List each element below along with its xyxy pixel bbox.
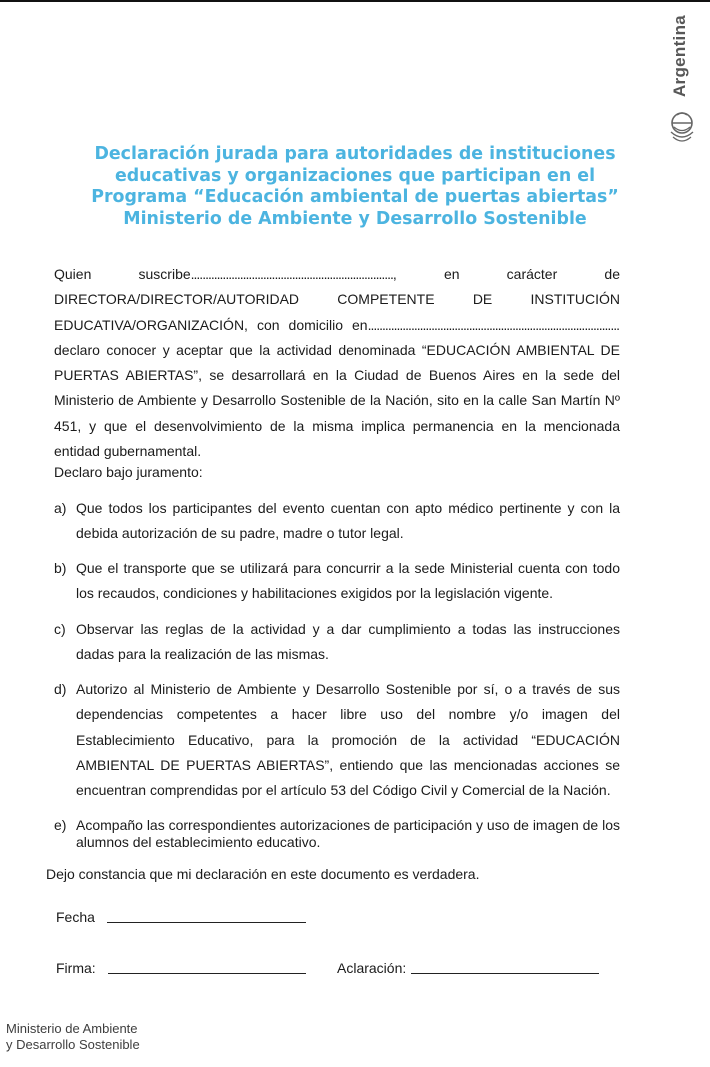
title-line: Ministerio de Ambiente y Desarrollo Sostenible <box>123 208 587 229</box>
firma-label: Firma: <box>56 960 96 976</box>
declaration-body <box>54 262 620 464</box>
list-item-text: Que el transporte que se utilizará para concurrir a la sede Ministerial cuenta con todo los recaudos, condiciones y habilitaciones exigidos por la legislación vigente. <box>76 560 620 602</box>
list-letter: d) <box>54 681 67 697</box>
list-item-text: Que todos los participantes del evento cuentan con apto médico pertinente y con la debida autorización de su padre, madre o tutor legal. <box>76 500 620 542</box>
aclaracion-field[interactable] <box>411 973 599 974</box>
document-title <box>40 144 670 230</box>
list-item-text: Observar las reglas de la actividad y a dar cumplimiento a todas las instrucciones dadas para la realización de las mismas. <box>76 621 620 663</box>
list-item <box>54 817 620 851</box>
title-line: Declaración jurada para autoridades de instituciones <box>94 144 616 164</box>
title-line: Programa “Educación ambiental de puertas abiertas” <box>91 187 619 207</box>
closing-statement: Dejo constancia que mi declaración en este documento es verdadera. <box>46 866 480 882</box>
oath-heading: Declaro bajo juramento: <box>54 464 203 480</box>
list-item <box>54 617 620 668</box>
list-item <box>54 677 620 803</box>
title-line: educativas y organizaciones que participan en el <box>114 165 596 186</box>
list-item <box>54 496 620 547</box>
declaration-paragraph <box>54 262 620 464</box>
list-letter: e) <box>54 817 67 833</box>
brand-logo <box>666 14 694 98</box>
brand-wordmark: Argentina <box>670 14 689 98</box>
aclaracion-label: Aclaración: <box>337 960 407 976</box>
ministry-logo-line: Ministerio de Ambiente <box>6 1021 138 1036</box>
fecha-field[interactable] <box>107 922 306 923</box>
ministry-logo-line: y Desarrollo Sostenible <box>6 1037 140 1052</box>
list-letter: c) <box>54 621 66 637</box>
intro-rest: . declaro conocer y aceptar que la actividad denominada “EDUCACIÓN AMBIENTAL DE PUERTAS ABIERTAS”, se desarrollará en la Ciudad de Buenos Aires en la sede del Ministerio de Ambiente y Desarrollo Sostenible de la Nación, sito en la calle San Martín Nº 451, y que el desenvolvimiento de la misma implica permanencia en la mencionada entidad gubernamental. <box>54 316 620 460</box>
national-seal-icon <box>668 110 696 146</box>
list-letter: b) <box>54 560 67 576</box>
list-letter: a) <box>54 500 67 516</box>
address-blank: ...................................................................................... <box>367 316 617 333</box>
list-item-text: Autorizo al Ministerio de Ambiente y Desarrollo Sostenible por sí, o a través de sus dependencias competentes a hacer libre uso del nombre y/o imagen del Establecimiento Educativo, para la promoción de la actividad “EDUCACIÓN AMBIENTAL DE PUERTAS ABIERTAS”, entiendo que las mencionadas acciones se encuentran comprendidas por el artículo 53 del Código Civil y Comercial de la Nación. <box>76 681 620 799</box>
intro-role: , en carácter de DIRECTORA/DIRECTOR/AUTORIDAD COMPETENTE DE INSTITUCIÓN EDUCATIVA/ORGANIZACIÓN, con domicilio en <box>54 266 620 333</box>
name-blank: ...................................................................... <box>190 266 393 282</box>
list-item <box>54 556 620 607</box>
list-item-text: Acompaño las correspondientes autorizaciones de participación y uso de imagen de los alumnos del establecimiento educativo. <box>76 817 620 850</box>
fecha-label: Fecha <box>56 909 95 925</box>
firma-field[interactable] <box>108 973 306 974</box>
intro-who: Quien suscribe <box>54 266 191 282</box>
top-border-rule <box>0 0 710 2</box>
ministry-logo <box>6 1021 140 1053</box>
